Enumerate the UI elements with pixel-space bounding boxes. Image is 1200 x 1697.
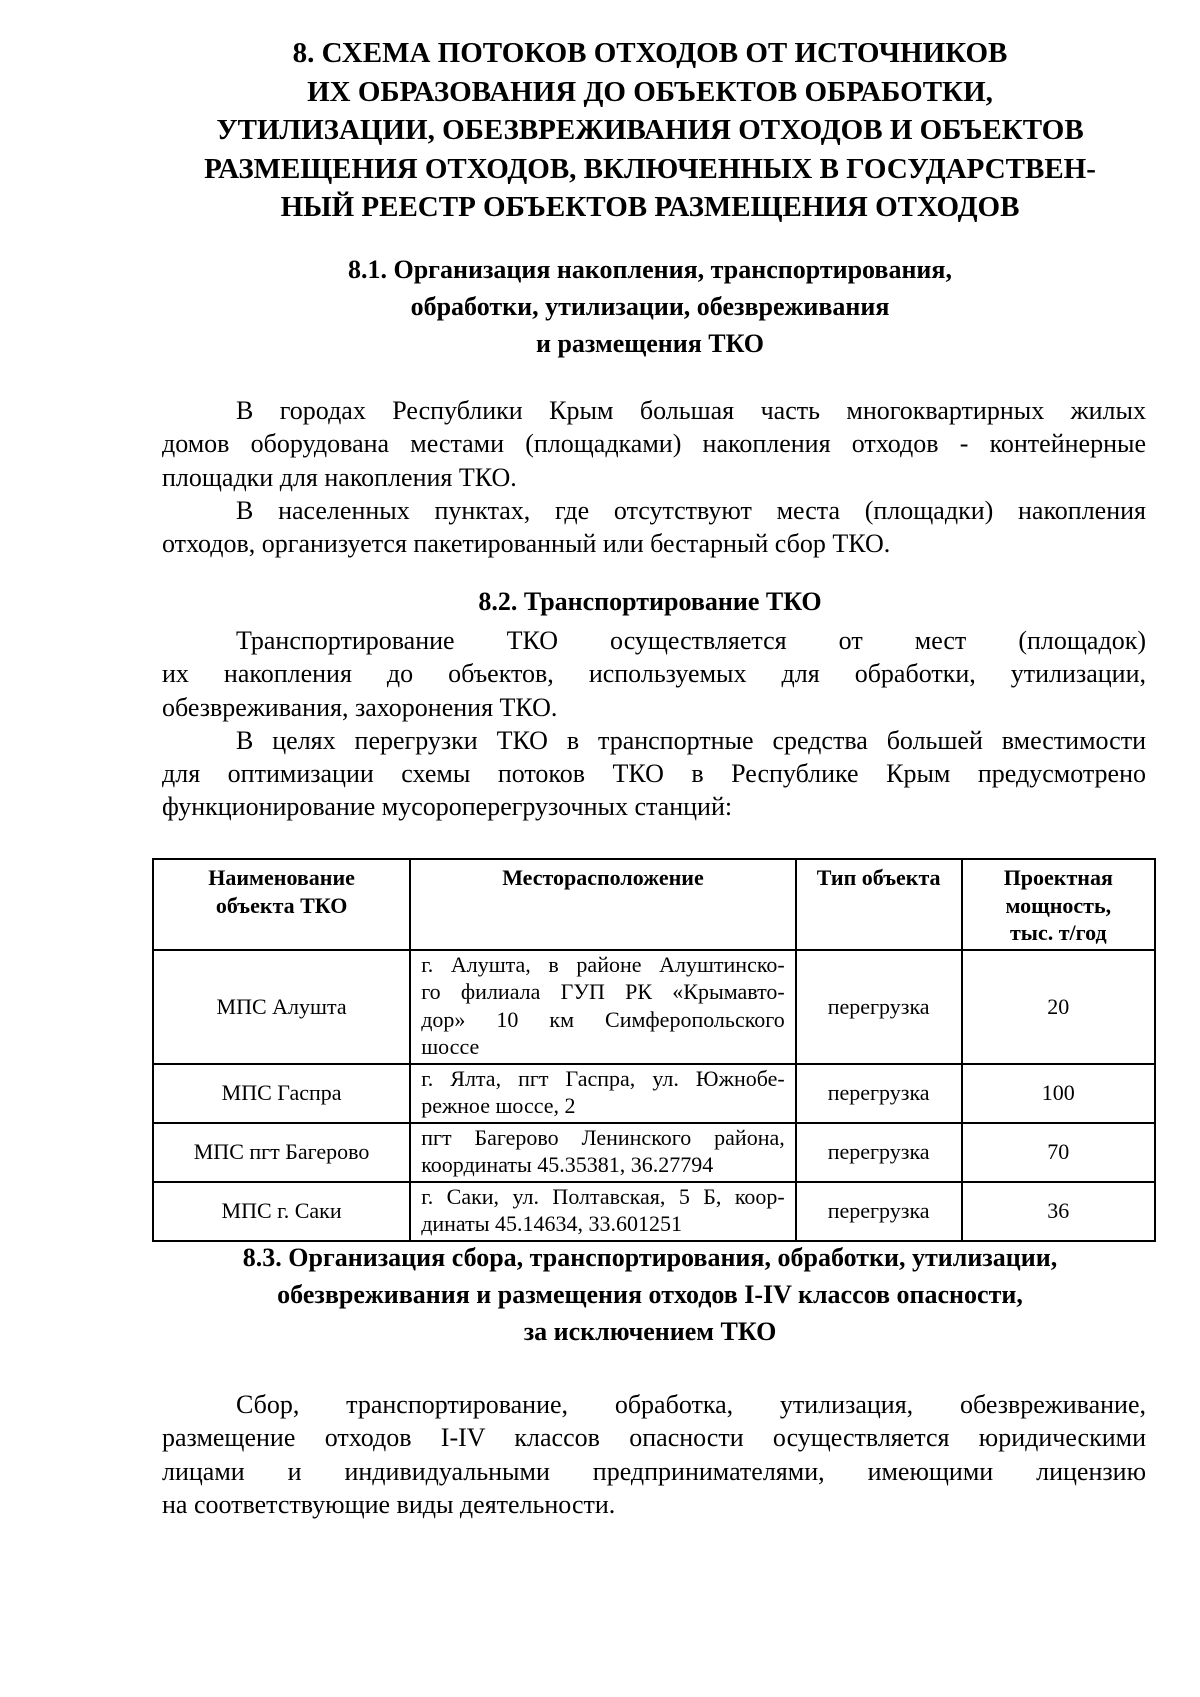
section-8-1-heading <box>150 251 1150 362</box>
transfer-stations-table <box>152 858 1156 1242</box>
text-line: Транспортирование ТКО осуществляется от мест (площадок) <box>236 626 1146 655</box>
location-line: г. Саки, ул. Полтавская, 5 Б, коор- <box>421 1183 785 1209</box>
cell-type: перегрузка <box>796 1182 962 1241</box>
cell-type: перегрузка <box>796 950 962 1064</box>
section-8-1-text <box>162 394 1146 560</box>
section-8-3-heading <box>150 1239 1150 1350</box>
table-row <box>153 1064 1155 1123</box>
table-header-row <box>153 859 1155 950</box>
header-type <box>796 859 962 950</box>
header-name <box>153 859 410 950</box>
table-row <box>153 950 1155 1064</box>
cell-name: МПС г. Саки <box>153 1182 410 1241</box>
location-line: шоссе <box>421 1034 480 1059</box>
main-heading-line: НЫЙ РЕЕСТР ОБЪЕКТОВ РАЗМЕЩЕНИЯ ОТХОДОВ <box>280 191 1020 223</box>
cell-name: МПС пгт Багерово <box>153 1123 410 1182</box>
header-capacity <box>962 859 1155 950</box>
section-heading-line: 8.3. Организация сбора, транспортирования, обработки, утилизации, <box>242 1243 1058 1272</box>
section-heading-line: 8.1. Организация накопления, транспортирования, <box>348 255 952 284</box>
section-8-2-heading <box>150 586 1150 618</box>
text-line: В городах Республики Крым большая часть многоквартирных жилых <box>236 396 1146 425</box>
main-heading-line: 8. СХЕМА ПОТОКОВ ОТХОДОВ ОТ ИСТОЧНИКОВ <box>292 37 1008 69</box>
main-heading <box>150 34 1150 227</box>
header-text: объекта ТКО <box>215 892 348 918</box>
cell-type: перегрузка <box>796 1123 962 1182</box>
text-line: лицами и индивидуальными предпринимателями, имеющими лицензию <box>162 1456 1146 1486</box>
section-8-2-text <box>162 624 1146 824</box>
cell-location <box>410 1182 796 1241</box>
location-line: пгт Багерово Ленинского района, <box>421 1124 785 1150</box>
location-line: динаты 45.14634, 33.601251 <box>421 1211 683 1236</box>
location-line: режное шоссе, 2 <box>421 1093 576 1118</box>
header-text: мощность, <box>1005 892 1112 918</box>
cell-name: МПС Алушта <box>153 950 410 1064</box>
text-line: их накопления до объектов, используемых для обработки, утилизации, <box>162 659 1146 689</box>
text-line: размещение отходов I-IV классов опасности осуществляется юридическими <box>162 1423 1146 1453</box>
header-location <box>410 859 796 950</box>
table-row <box>153 1182 1155 1241</box>
text-line: функционирование мусороперегрузочных станций: <box>162 792 733 822</box>
text-line: отходов, организуется пакетированный или бестарный сбор ТКО. <box>162 529 891 559</box>
cell-name: МПС Гаспра <box>153 1064 410 1123</box>
main-heading-line: ИХ ОБРАЗОВАНИЯ ДО ОБЪЕКТОВ ОБРАБОТКИ, <box>307 75 993 108</box>
section-8-3-text <box>162 1388 1146 1521</box>
section-heading-line: обработки, утилизации, обезвреживания <box>410 292 890 321</box>
location-line: го филиала ГУП РК «Крымавто- <box>421 979 785 1004</box>
cell-type: перегрузка <box>796 1064 962 1123</box>
location-line: г. Алушта, в районе Алуштинско- <box>421 951 785 977</box>
main-heading-line: УТИЛИЗАЦИИ, ОБЕЗВРЕЖИВАНИЯ ОТХОДОВ И ОБЪЕКТОВ <box>216 114 1084 146</box>
text-line: обезвреживания, захоронения ТКО. <box>162 692 558 722</box>
header-text: Проектная <box>1003 865 1113 890</box>
text-line: домов оборудована местами (площадками) накопления отходов - контейнерные <box>162 429 1146 459</box>
cell-location <box>410 1064 796 1123</box>
header-text: Месторасположение <box>502 865 704 890</box>
text-line: В целях перегрузки ТКО в транспортные средства большей вместимости <box>236 725 1146 755</box>
text-line: на соответствующие виды деятельности. <box>162 1489 616 1519</box>
cell-capacity: 70 <box>962 1123 1155 1182</box>
text-line: Сбор, транспортирование, обработка, утилизация, обезвреживание, <box>236 1390 1146 1419</box>
header-text: тыс. т/год <box>1009 920 1107 945</box>
cell-location <box>410 1123 796 1182</box>
header-text: Тип объекта <box>816 865 941 890</box>
location-line: дор» 10 км Симферопольского <box>421 1006 785 1032</box>
section-heading-line: обезвреживания и размещения отходов I-IV классов опасности, <box>277 1280 1023 1309</box>
cell-location <box>410 950 796 1064</box>
location-line: г. Ялта, пгт Гаспра, ул. Южнобе- <box>421 1065 785 1091</box>
table-row <box>153 1123 1155 1182</box>
location-line: координаты 45.35381, 36.27794 <box>421 1152 714 1177</box>
cell-capacity: 100 <box>962 1064 1155 1123</box>
text-line: площадки для накопления ТКО. <box>162 462 517 492</box>
section-heading-line: 8.2. Транспортирование ТКО <box>478 587 822 616</box>
header-text: Наименование <box>208 865 355 890</box>
text-line: для оптимизации схемы потоков ТКО в Республике Крым предусмотрено <box>162 759 1146 789</box>
section-heading-line: за исключением ТКО <box>523 1317 777 1346</box>
text-line: В населенных пунктах, где отсутствуют места (площадки) накопления <box>236 495 1146 525</box>
main-heading-line: РАЗМЕЩЕНИЯ ОТХОДОВ, ВКЛЮЧЕННЫХ В ГОСУДАРСТВЕН- <box>204 152 1096 185</box>
section-heading-line: и размещения ТКО <box>535 329 765 358</box>
cell-capacity: 20 <box>962 950 1155 1064</box>
cell-capacity: 36 <box>962 1182 1155 1241</box>
